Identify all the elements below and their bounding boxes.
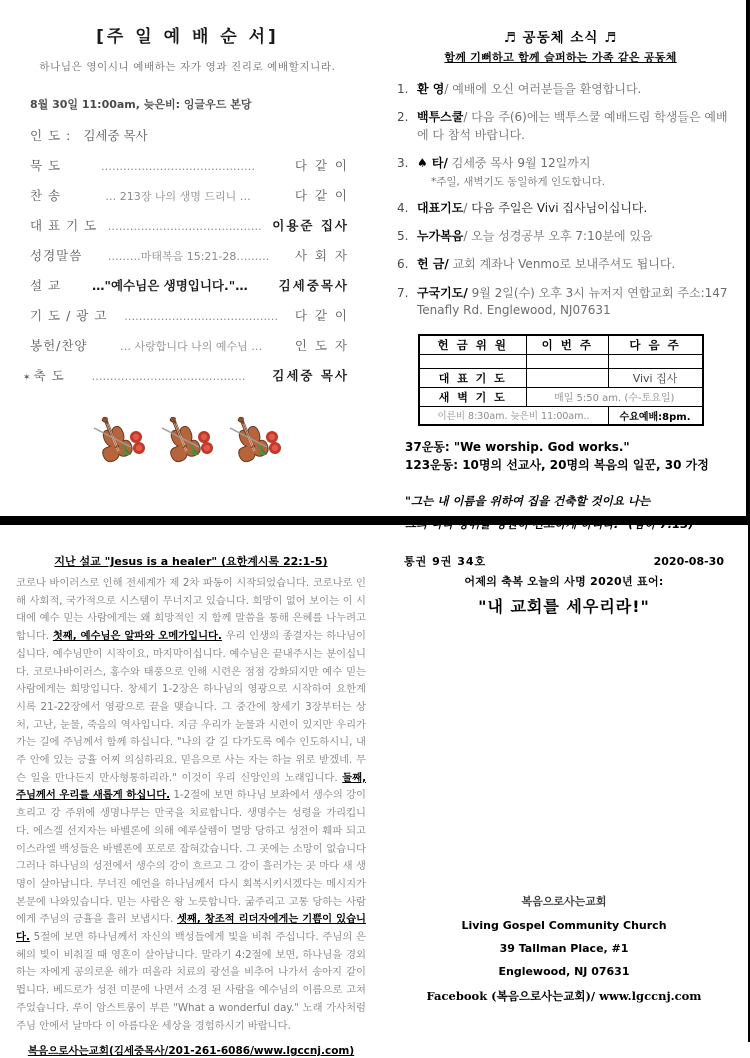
- offering-schedule-table: [418, 334, 704, 426]
- table-header-cell: 다 음 주: [608, 335, 702, 355]
- church-city: Englewood, NJ 07631: [498, 965, 630, 978]
- order-label: 축 도: [33, 368, 65, 383]
- news-body: [417, 200, 728, 217]
- community-news-column: [375, 0, 746, 516]
- slogan-prefix: 어제의 축복 오늘의 사명 2020년 표어:: [464, 575, 664, 588]
- order-dots: ……………………………………: [124, 310, 279, 323]
- church-address-block: [382, 893, 746, 1014]
- order-label: 봉헌/찬양: [30, 338, 88, 353]
- news-item-3-wrap: [397, 155, 728, 188]
- news-heading: 백투스쿨: [417, 110, 464, 125]
- order-dots: … 사랑합니다 나의 예수님 …: [120, 340, 263, 353]
- bulletin-back-half: [0, 525, 750, 1058]
- news-number: 1.: [397, 82, 409, 96]
- news-item: [397, 200, 728, 217]
- order-sermon-title: …"예수님은 생명입니다."…: [91, 278, 248, 293]
- worship-order-column: [0, 0, 375, 516]
- church-name-en: Living Gospel Community Church: [461, 919, 667, 932]
- order-row: [30, 276, 349, 306]
- issue-date: 2020-08-30: [653, 555, 724, 568]
- order-row: [23, 366, 349, 396]
- cover-column: [382, 525, 746, 1042]
- table-row: [419, 354, 703, 368]
- order-label: 성경말씀: [30, 248, 83, 263]
- table-cell: 수요예배:8pm.: [608, 406, 702, 425]
- news-item: [397, 81, 728, 98]
- violin-rose-icon: [89, 414, 151, 466]
- worship-subtitle: 하나님은 영이시니 예배하는 자가 영과 진리로 예배할지니라.: [39, 61, 336, 73]
- sermon-text-4: 5절에 보면 하나님께서 자신의 백성들에게 빛을 비춰 주십니다. 주님의 은혜의 빛이 비춰질 때 영혼이 살아납니다. 말라기 4:2절에 보면, 하나님을 경외하는 자에게 공의로운 해가 떠올라 치료의 광선을 비추어 나가서 송아지 같이 뜁니다. 베드로가 성전 미문에 나면서 소경 된 사람을 예수님의 이름으로 고쳐주었습니다. 루이 암스트롱이 부른 "What a wonderful day." 노래 가사처럼 주님 안에서 날마다 이 아름다운 세상을 경험하시기 바랍니다.: [16, 931, 366, 1032]
- news-number: 7.: [397, 285, 409, 300]
- news-text: 오늘 성경공부 오후 7:10분에 있음: [467, 228, 653, 243]
- news-number: 5.: [397, 228, 409, 243]
- news-item: [397, 228, 728, 245]
- sermon-point-3: 셋째, 창조적 리더자에게는 기쁨이 있습니다.: [16, 913, 366, 944]
- worship-leader-label: 인 도 :: [30, 128, 72, 143]
- news-body: [417, 256, 728, 273]
- news-heading: 헌 금/: [417, 257, 449, 272]
- news-number: 6.: [397, 257, 409, 272]
- order-assignee: 이용준 집사: [272, 218, 349, 233]
- news-title: ♬ 공동체 소식 ♬: [503, 30, 618, 46]
- violin-rose-decoration: [0, 414, 375, 466]
- table-row: [419, 406, 703, 425]
- order-assignee: 사 회 자: [294, 248, 349, 263]
- news-text: 교회 계좌나 Venmo로 보내주셔도 됩니다.: [448, 257, 676, 272]
- news-note: *주일, 새벽기도 동일하게 인도합니다.: [431, 175, 606, 188]
- news-separator: /: [463, 110, 468, 125]
- church-name-kr: 복음으로사는교회: [521, 895, 607, 908]
- news-number: 4.: [397, 200, 409, 215]
- page-divider: [0, 516, 750, 525]
- table-header-cell: 이 번 주: [527, 335, 609, 355]
- sermon-title: 지난 설교 "Jesus is a healer" (요한계시록 22:1-5): [54, 555, 328, 568]
- news-item: [397, 109, 728, 144]
- order-row: [30, 216, 349, 246]
- news-text: 다음 주(6)에는 백투스쿨 예배드림 학생들은 예배에 다 참석 바랍니다.: [417, 110, 728, 142]
- page-title: [주 일 예 배 순 서]: [96, 27, 279, 47]
- table-cell: 매일 5:50 am. (수-토요일): [527, 387, 703, 406]
- sermon-point-1: 첫째, 예수님은 알파와 오메가입니다.: [52, 630, 222, 643]
- table-header-row: [419, 335, 703, 355]
- news-text: 김세중 목사 9월 12일까지: [447, 156, 591, 171]
- news-text: 9월 2일(수) 오후 3시 뉴저지 연합교회 주소:147 Tenafly Rd. Englewood, NJ07631: [417, 285, 728, 318]
- motto-123: 123운동: 10명의 선교사, 20명의 복음의 일꾼, 30 가정: [405, 457, 709, 472]
- sermon-body: [16, 575, 366, 1035]
- table-cell: 새 벽 기 도: [419, 387, 527, 406]
- church-street: 39 Tallman Place, #1: [499, 942, 629, 955]
- order-row: [30, 186, 349, 216]
- news-body: [417, 285, 728, 320]
- news-body: [417, 109, 728, 144]
- worship-datetime: 8월 30일 11:00am, 늦은비: 잉글우드 본당: [30, 98, 252, 111]
- news-heading: 누가복음: [417, 228, 464, 243]
- order-label: 기 도 / 광 고: [30, 308, 108, 323]
- order-assignee: 김세중목사: [278, 278, 349, 293]
- news-body: [417, 228, 728, 245]
- order-label: 대 표 기 도: [30, 218, 98, 233]
- order-assignee: 다 같 이: [294, 188, 349, 203]
- news-list: [397, 81, 728, 320]
- worship-leader-row: [30, 126, 349, 156]
- violin-rose-icon: [157, 414, 219, 466]
- news-number: 2.: [397, 110, 409, 125]
- news-separator: /: [463, 200, 468, 215]
- news-separator: /: [463, 228, 468, 243]
- news-heading: 구국기도/: [417, 285, 468, 300]
- violin-rose-icon: [225, 414, 287, 466]
- news-number: 3.: [397, 156, 409, 171]
- order-dots: ……………………………………: [100, 160, 255, 173]
- news-heading: 대표기도: [417, 200, 464, 215]
- sermon-text-1: 코로나 바이러스로 인해 전세계가 제 2차 파동이 시작되었습니다. 코로나로 인해 사회적, 국가적으로 시스템이 무너지고 있습니다. 희망이 없어 보이는 이 시대에 예수 믿는 사람에게는 왜 희망적인 지 함께 말씀을 통해 은혜를 나누려고 합니다.: [16, 577, 366, 643]
- sermon-text-3: 1-2절에 보면 하나님 보좌에서 생수의 강이 흐리고 강 주위에 생명나무는 만국을 치료합니다. 생명수는 성령을 가리킵니다. 에스겔 선지자는 바벨론에 의해 예루살렘이 멸망 당하고 성전이 훼파 되고 이스라엘 백성들은 바벨론에 포로로 잡혀갔습니다. 그 곳에는 소망이 없습니다 그러나 하나님의 성전에서 생수의 강이 흐르고 그 강이 흘러가는 곳 마다 새 생명이 살아납니다. 무너진 예언을 하나님께서 다시 회복시키시겠다는 메시지가 본문에 나와있습니다. 믿는 사람은 왕 노릇합니다. 굶주리고 고통 당하는 사람에게 주님의 긍휼을 흘러 보냅시다.: [16, 789, 366, 926]
- news-item: [397, 285, 728, 320]
- order-row: [30, 156, 349, 186]
- sermon-footer-contact: 복음으로사는교회(김세중목사/201-261-6086/www.lgccnj.com): [27, 1045, 355, 1058]
- table-cell: 대 표 기 도: [419, 368, 527, 387]
- order-dots: … 213장 나의 생명 드리니 …: [105, 190, 251, 203]
- news-text: 예배에 오신 여러분들을 환영합니다.: [448, 82, 642, 96]
- news-heading: 환 영: [417, 82, 445, 96]
- issue-row: [404, 553, 724, 569]
- table-header-cell: 헌 금 위 원: [419, 335, 527, 355]
- order-dots: ……………………………………: [91, 370, 246, 383]
- order-assignee: 인 도 자: [294, 338, 349, 353]
- order-dots: ………마태복음 15:21-28………: [107, 250, 270, 263]
- church-facebook-website: Facebook (복음으로사는교회)/ www.lgccnj.com: [426, 989, 702, 1003]
- order-dots: ……………………………………: [107, 220, 262, 233]
- table-row: [419, 368, 703, 387]
- issue-volume: 통권 9권 34호: [404, 555, 487, 568]
- motto-37: 37운동: "We worship. God works.": [405, 439, 630, 454]
- news-heading: ♠ 타/: [417, 156, 448, 171]
- news-body: [417, 155, 728, 172]
- slogan-main: "내 교회를 세우리라!": [478, 597, 650, 616]
- asterisk-icon: ✶: [23, 373, 31, 383]
- news-text: 다음 주일은 Vivi 집사님이십니다.: [467, 200, 648, 215]
- order-row: [30, 336, 349, 366]
- order-label: 설 교: [30, 278, 62, 293]
- worship-order-list: [0, 126, 375, 396]
- news-separator: /: [444, 82, 449, 96]
- order-assignee: 다 같 이: [294, 158, 349, 173]
- order-row: [30, 246, 349, 276]
- verse-line-1: "그는 내 이름을 위하여 집을 건축할 것이요 나는: [405, 493, 651, 508]
- table-cell: [527, 368, 609, 387]
- news-body: [417, 81, 728, 98]
- sermon-text-2: 우리 인생의 종결자는 하나님이십니다. 예수님만이 시작이요, 마지막이십니다. 예수님은 끝내주시는 분이십니다. 코로나바이러스, 홍수와 태풍으로 인해 시련은 점점 강화되지만 예수 믿는 사람에게는 희망입니다. 창세기 1-2장은 하나님의 영광으로 시작하여 요한계시록 21-22장에서 영광으로 끝을 맺습니다. 그 중간에 창세기 3장부터는 상처, 고난, 눈물, 죽음의 역사입니다. 지금 우리가 눈물과 시련이 있지만 우리가 가는 길에 주님께서 함께 하십니다. "나의 갈 길 다가도록 예수 인도하시니, 내 주 안에 있는 긍휼 어찌 의심하리요. 믿음으로 사는 자는 하늘 위로 받겠네. 무슨 일을 만나든지 만사형통하리라." 이것이 우리 신앙인의 노래입니다.: [16, 630, 367, 784]
- news-item: [397, 256, 728, 273]
- order-label: 찬 송: [30, 188, 62, 203]
- table-cell: Vivi 집사: [608, 368, 702, 387]
- order-assignee: 김세중 목사: [272, 368, 349, 383]
- order-row: [30, 306, 349, 336]
- table-cell: 이른비 8:30am. 늦은비 11:00am..: [419, 406, 609, 425]
- sermon-column: [0, 525, 382, 1058]
- worship-leader-name: 김세중 목사: [83, 128, 148, 143]
- bulletin-front-half: [0, 0, 750, 516]
- news-subtitle: 함께 기뻐하고 함께 슬퍼하는 가족 같은 공동체: [444, 51, 677, 64]
- table-row: [419, 387, 703, 406]
- order-assignee: 다 같 이: [294, 308, 349, 323]
- sermon-point-2: 둘째, 주님께서 우리를 새롭게 하십니다.: [16, 771, 366, 802]
- order-label: 묵 도: [30, 158, 62, 173]
- news-item: [397, 155, 728, 172]
